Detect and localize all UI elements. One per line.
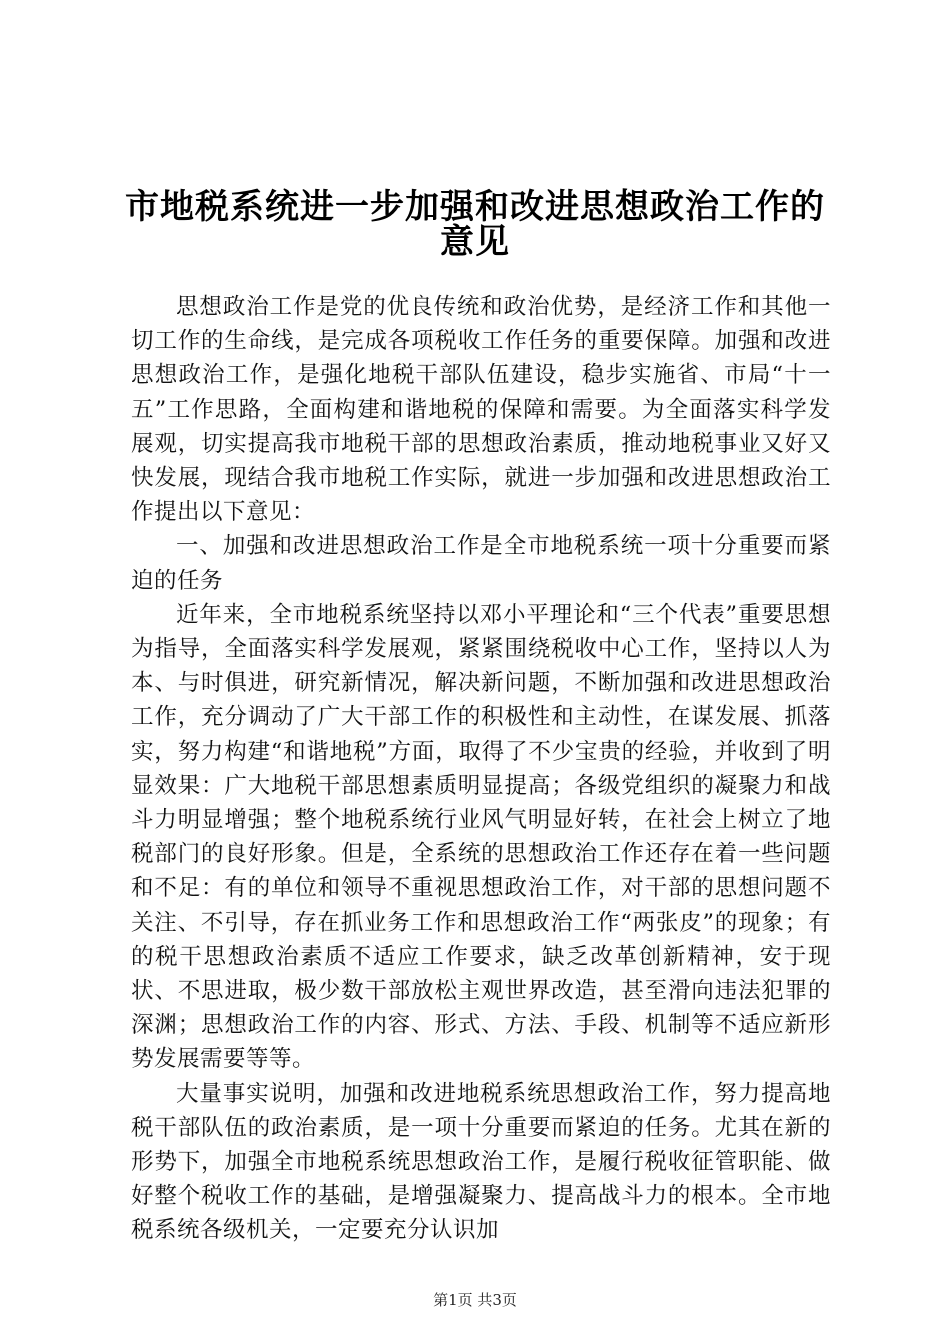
page-footer: 第1页 共3页 xyxy=(433,1291,517,1309)
paragraph-intro: 思想政治工作是党的优良传统和政治优势，是经济工作和其他一切工作的生命线，是完成各项税收工作任务的重要保障。加强和改进思想政治工作，是强化地税干部队伍建设，稳步实施省、市局“十一五”工作思路，全面构建和谐地税的保障和需要。为全面落实科学发展观，切实提高我市地税干部的思想政治素质，推动地税事业又好又快发展，现结合我市地税工作实际，就进一步加强和改进思想政治工作提出以下意见： xyxy=(131,294,831,526)
paragraph-facts: 大量事实说明，加强和改进地税系统思想政治工作，努力提高地税干部队伍的政治素质，是一项十分重要而紧迫的任务。尤其在新的形势下，加强全市地税系统思想政治工作，是履行税收征管职能、做好整个税收工作的基础，是增强凝聚力、提高战斗力的根本。全市地税系统各级机关，一定要充分认识加 xyxy=(131,1080,831,1244)
document-title-line-1: 市地税系统进一步加强和改进思想政治工作的 xyxy=(125,187,825,227)
section-heading-1: 一、加强和改进思想政治工作是全市地税系统一项十分重要而紧迫的任务 xyxy=(131,533,831,594)
document-title-line-2: 意见 xyxy=(440,222,510,262)
document-body xyxy=(131,290,831,1248)
paragraph-recent-years: 近年来，全市地税系统坚持以邓小平理论和“三个代表”重要思想为指导，全面落实科学发展观，紧紧围绕税收中心工作，坚持以人为本、与时俱进，研究新情况，解决新问题，不断加强和改进思想政治工作，充分调动了广大干部工作的积极性和主动性，在谋发展、抓落实，努力构建“和谐地税”方面，取得了不少宝贵的经验，并收到了明显效果：广大地税干部思想素质明显提高；各级党组织的凝聚力和战斗力明显增强；整个地税系统行业风气明显好转，在社会上树立了地税部门的良好形象。但是，全系统的思想政治工作还存在着一些问题和不足：有的单位和领导不重视思想政治工作，对干部的思想问题不关注、不引导，存在抓业务工作和思想政治工作“两张皮”的现象；有的税干思想政治素质不适应工作要求，缺乏改革创新精神，安于现状、不思进取，极少数干部放松主观世界改造，甚至滑向违法犯罪的深渊；思想政治工作的内容、形式、方法、手段、机制等不适应新形势发展需要等等。 xyxy=(131,601,831,1073)
